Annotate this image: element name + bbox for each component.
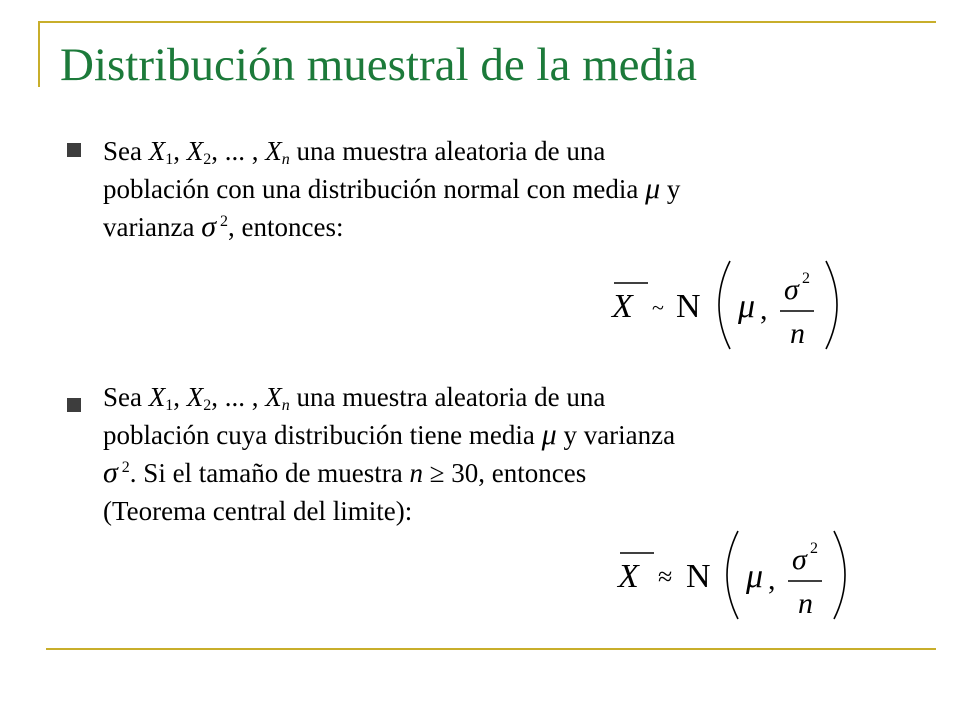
bullet-1-line-3: varianza σ $^2$, entonces: xyxy=(103,210,344,243)
bullet-marker-1 xyxy=(67,143,81,157)
bullet-2-line-3: σ $^2$. Si el tamaño de muestra n ≥ 30, entonces xyxy=(103,456,587,489)
bullet-1-line-1: Sea $X_1$, $X_2$, ... , $X_n$ una muestra aleatoria de una xyxy=(103,136,606,168)
normal-symbol: N xyxy=(686,558,711,595)
xbar-symbol: X xyxy=(612,288,633,325)
mu-symbol: μ xyxy=(645,172,661,205)
mu-symbol: μ xyxy=(541,418,557,451)
formula-approx-normal xyxy=(608,525,858,625)
frame-line-left xyxy=(38,21,40,87)
frame-line-top xyxy=(38,21,936,23)
n-symbol: n xyxy=(798,587,813,620)
bullet-1-line-2: población con una distribución normal con media μ y xyxy=(103,172,681,205)
bullet-2-line-4: (Teorema central del limite): xyxy=(103,496,413,526)
left-paren xyxy=(719,261,730,349)
bullet-text-2 xyxy=(103,378,903,530)
bullet-2-line-2: población cuya distribución tiene media μ y varianza xyxy=(103,418,676,451)
bullet-marker-2 xyxy=(67,398,81,412)
n-symbol: n xyxy=(790,317,805,350)
left-paren xyxy=(727,531,738,619)
comma-symbol: , xyxy=(768,563,776,596)
sigma-symbol: σ xyxy=(792,543,807,576)
mu-symbol: μ xyxy=(746,558,764,595)
formula-normal-distribution xyxy=(608,255,848,355)
approx-symbol: ≈ xyxy=(658,562,673,591)
sigma-symbol: σ xyxy=(103,456,118,489)
right-paren xyxy=(826,261,837,349)
mu-symbol: μ xyxy=(738,288,756,325)
exponent-2: 2 xyxy=(810,540,818,557)
tilde-symbol: ~ xyxy=(652,295,664,320)
exponent-2: 2 xyxy=(802,270,810,287)
bullet-2-line-1: Sea $X_1$, $X_2$, ... , $X_n$ una muestra aleatoria de una xyxy=(103,382,606,414)
frame-line-bottom xyxy=(46,648,936,650)
comma-symbol: , xyxy=(760,293,768,326)
right-paren xyxy=(834,531,845,619)
xbar-symbol: X xyxy=(618,558,639,595)
sigma-symbol: σ xyxy=(784,273,799,306)
bullet-text-1 xyxy=(103,132,903,246)
sigma-symbol: σ xyxy=(201,210,216,243)
normal-symbol: N xyxy=(676,288,701,325)
slide-title: Distribución muestral de la media xyxy=(60,39,697,91)
